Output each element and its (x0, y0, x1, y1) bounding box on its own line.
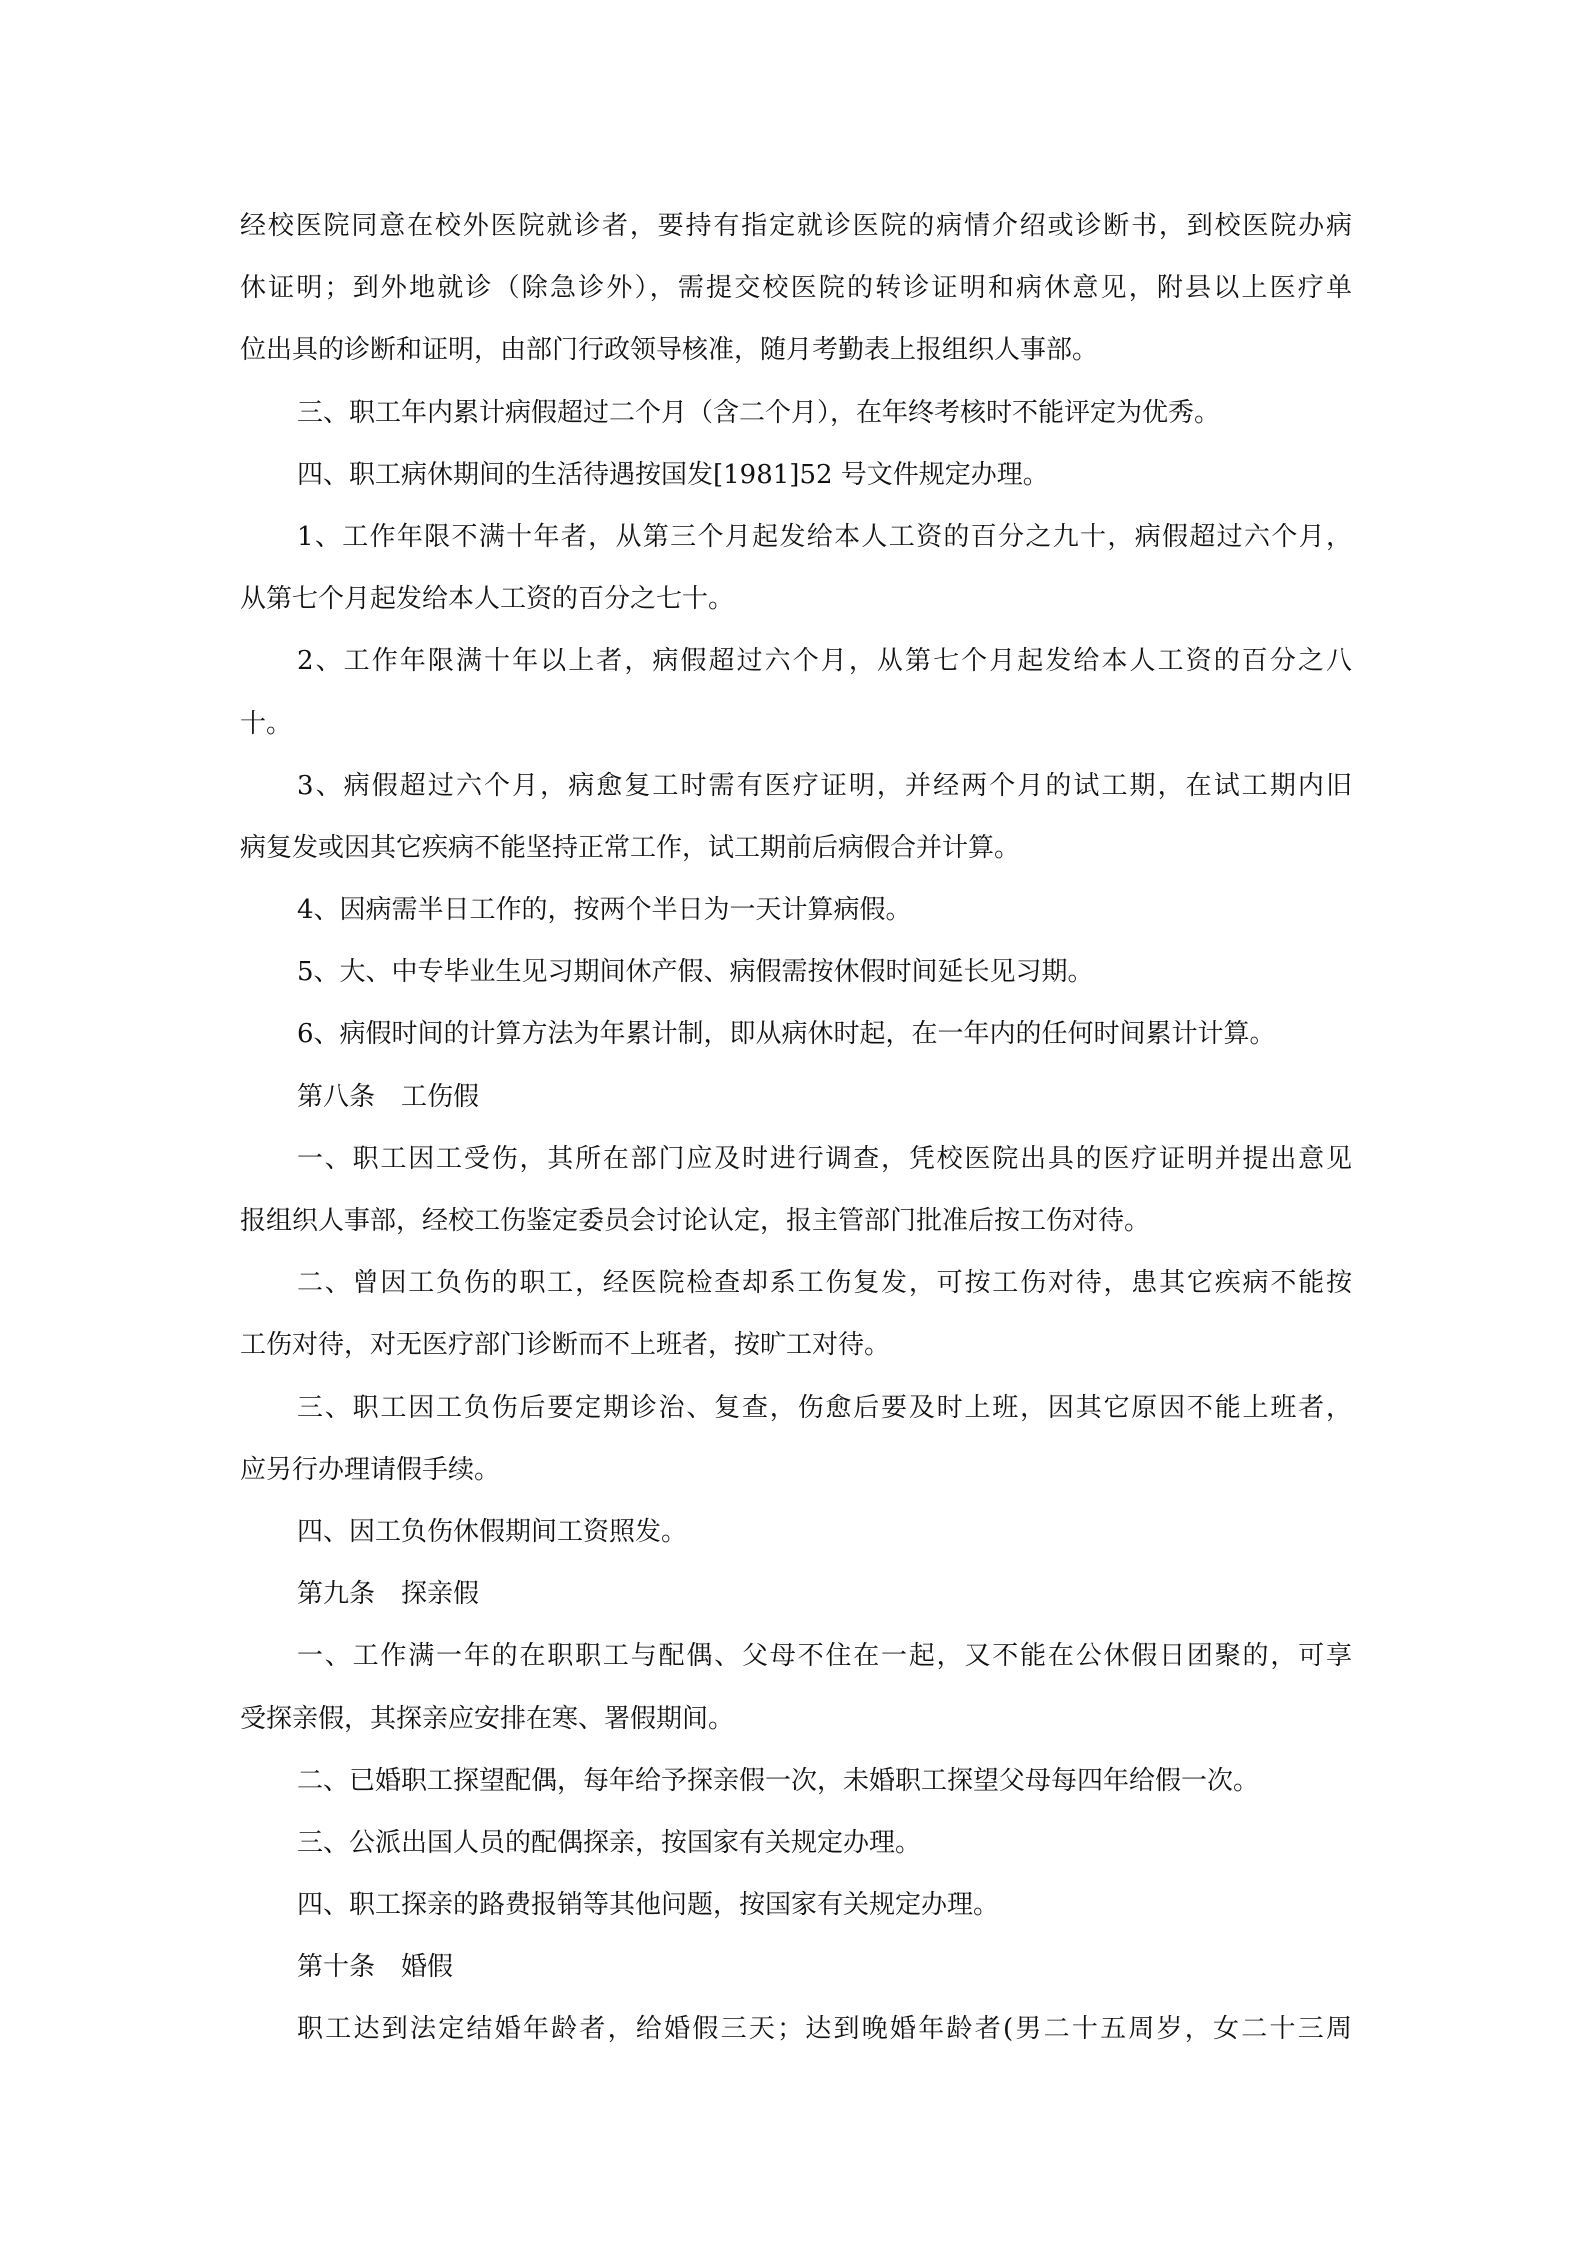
text-line: 三、公派出国人员的配偶探亲，按国家有关规定办理。 (297, 1827, 922, 1858)
text-line: 位出具的诊断和证明，由部门行政领导核准，随月考勤表上报组织人事部。 (240, 335, 1099, 366)
text-line: 第八条 工伤假 (297, 1081, 480, 1112)
text-line: 第十条 婚假 (297, 1952, 454, 1983)
text-line: 职工达到法定结婚年龄者，给婚假三天；达到晚婚年龄者(男二十五周岁，女二十三周 (297, 2014, 1352, 2045)
text-line: 病复发或因其它疾病不能坚持正常工作，试工期前后病假合并计算。 (240, 832, 1021, 863)
text-line: 6、病假时间的计算方法为年累计制，即从病休时起，在一年内的任何时间累计计算。 (297, 1019, 1276, 1050)
text-line: 应另行办理请假手续。 (240, 1454, 501, 1485)
text-line: 第九条 探亲假 (297, 1579, 480, 1610)
text-line: 工伤对待，对无医疗部门诊断而不上班者，按旷工对待。 (240, 1330, 891, 1361)
text-line: 三、职工因工负伤后要定期诊治、复查，伤愈后要及时上班，因其它原因不能上班者， (297, 1392, 1352, 1423)
text-line: 四、职工探亲的路费报销等其他问题，按国家有关规定办理。 (297, 1890, 1000, 1921)
text-line: 十。 (240, 708, 293, 739)
text-line: 受探亲假，其探亲应安排在寒、署假期间。 (240, 1703, 735, 1734)
text-line: 3、病假超过六个月，病愈复工时需有医疗证明，并经两个月的试工期，在试工期内旧 (297, 770, 1352, 801)
text-line: 二、曾因工负伤的职工，经医院检查却系工伤复发，可按工伤对待，患其它疾病不能按 (297, 1268, 1352, 1299)
text-line: 四、因工负伤休假期间工资照发。 (297, 1516, 688, 1547)
text-line: 一、工作满一年的在职职工与配偶、父母不住在一起，又不能在公休假日团聚的，可享 (297, 1641, 1352, 1672)
text-line: 从第七个月起发给本人工资的百分之七十。 (240, 584, 735, 615)
text-line: 一、职工因工受伤，其所在部门应及时进行调查，凭校医院出具的医疗证明并提出意见 (297, 1143, 1352, 1174)
text-line: 二、已婚职工探望配偶，每年给予探亲假一次，未婚职工探望父母每四年给假一次。 (297, 1765, 1260, 1796)
text-line: 四、职工病休期间的生活待遇按国发[1981]52 号文件规定办理。 (297, 459, 1049, 490)
text-line: 1、工作年限不满十年者，从第三个月起发给本人工资的百分之九十，病假超过六个月， (297, 521, 1352, 552)
text-line: 报组织人事部，经校工伤鉴定委员会讨论认定，报主管部门批准后按工伤对待。 (240, 1206, 1151, 1236)
text-line: 4、因病需半日工作的，按两个半日为一天计算病假。 (297, 895, 912, 926)
text-line: 2、工作年限满十年以上者，病假超过六个月，从第七个月起发给本人工资的百分之八 (297, 646, 1352, 677)
document-page (240, 195, 1352, 2061)
text-line: 5、大、中专毕业生见习期间休产假、病假需按休假时间延长见习期。 (297, 957, 1094, 988)
text-line: 经校医院同意在校外医院就诊者，要持有指定就诊医院的病情介绍或诊断书，到校医院办病 (240, 211, 1352, 241)
text-line: 三、职工年内累计病假超过二个月（含二个月），在年终考核时不能评定为优秀。 (297, 397, 1221, 428)
text-line: 休证明；到外地就诊（除急诊外），需提交校医院的转诊证明和病休意见，附县以上医疗单 (240, 273, 1352, 304)
